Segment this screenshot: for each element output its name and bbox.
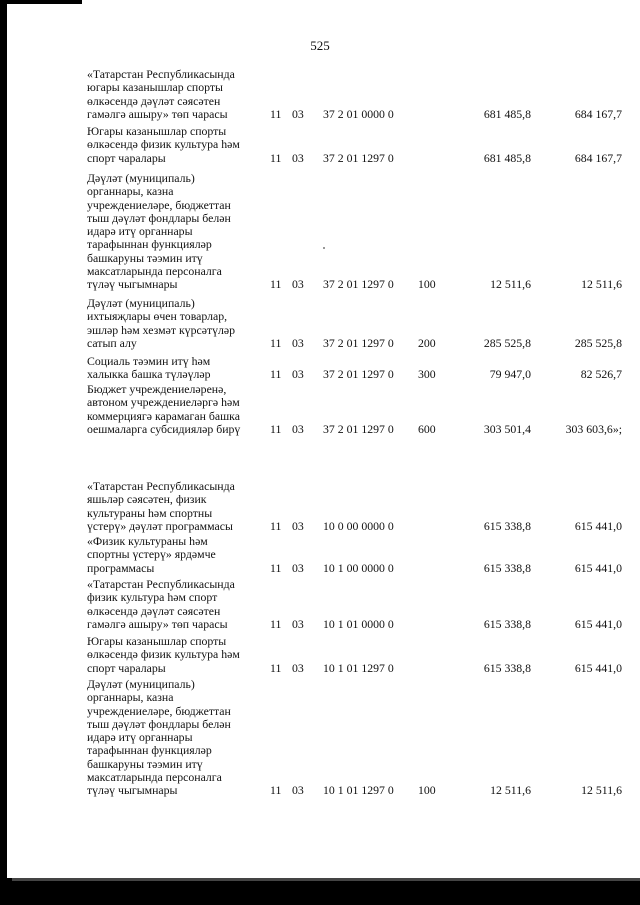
description-line: автоном учреждениеләргә һәм xyxy=(87,395,240,410)
target-code-cell: 10 1 00 0000 0 xyxy=(323,560,394,575)
scan-border-bottom-edge xyxy=(12,878,640,881)
amount-year1-cell: 615 338,8 xyxy=(483,518,531,533)
description-line: «Татарстан Республикасында xyxy=(87,479,235,493)
description-line: тыш дәүләт фондлары белән xyxy=(87,716,231,731)
description-line: түләү чыгымнары xyxy=(87,277,178,292)
subsection-cell: 03 xyxy=(292,106,304,121)
description-line: башкаруны тәэмин итү xyxy=(87,756,203,771)
description-line: халыкка башка түләүләр xyxy=(87,367,211,382)
description-line: спорт чаралары xyxy=(87,150,166,165)
amount-year1-cell: 615 338,8 xyxy=(483,616,531,631)
subsection-cell: 03 xyxy=(292,335,304,350)
description-line: программасы xyxy=(87,560,155,575)
amount-year1-cell: 681 485,8 xyxy=(483,106,531,121)
section-cell: 11 xyxy=(270,335,282,350)
target-code-cell: 37 2 01 1297 0 xyxy=(323,421,394,436)
description-line: тарафыннан функцияләр xyxy=(87,237,212,252)
description-line: «Татарстан Республикасында xyxy=(87,577,235,591)
amount-year1-cell: 303 501,4 xyxy=(483,421,531,436)
description-line: Бюджет учреждениеләренә, xyxy=(87,382,227,396)
subsection-cell: 03 xyxy=(292,560,304,575)
description-line: Социаль тәэмин итү һәм xyxy=(87,354,211,368)
table-row xyxy=(0,635,640,675)
row-description xyxy=(87,297,253,350)
description-line: гамәлгә ашыру» төп чарасы xyxy=(87,616,228,631)
amount-year2-cell: 12 511,6 xyxy=(581,783,622,798)
description-line: максатларында персоналга xyxy=(87,264,222,279)
row-description xyxy=(87,68,253,121)
subsection-cell: 03 xyxy=(292,518,304,533)
row-description xyxy=(87,678,253,798)
description-line: өлкәсендә физик культура һәм xyxy=(87,137,240,152)
description-line: Югары казанышлар спорты xyxy=(87,124,227,138)
description-line: идарә итү органнары xyxy=(87,730,193,745)
description-line: спорт чаралары xyxy=(87,660,166,675)
amount-year2-cell: 82 526,7 xyxy=(580,367,622,382)
amount-year2-cell: 684 167,7 xyxy=(574,106,622,121)
table-row xyxy=(0,578,640,631)
description-line: учреждениеләре, бюджеттан xyxy=(87,197,231,212)
row-description xyxy=(87,578,253,631)
description-line: тарафыннан функцияләр xyxy=(87,743,212,758)
amount-year1-cell: 79 947,0 xyxy=(489,367,531,382)
subsection-cell: 03 xyxy=(292,783,304,798)
table-row xyxy=(0,125,640,165)
amount-year1-cell: 615 338,8 xyxy=(483,660,531,675)
description-line: тыш дәүләт фондлары белән xyxy=(87,210,231,225)
section-cell: 11 xyxy=(270,277,282,292)
description-line: түләү чыгымнары xyxy=(87,783,178,798)
target-code-cell: 37 2 01 1297 0 xyxy=(323,335,394,350)
amount-year2-cell: 303 603,6»; xyxy=(565,421,622,436)
subsection-cell: 03 xyxy=(292,616,304,631)
amount-year1-cell: 285 525,8 xyxy=(483,335,531,350)
description-line: өлкәсендә физик культура һәм xyxy=(87,647,240,662)
target-code-cell: 10 1 01 1297 0 xyxy=(323,783,394,798)
table-row xyxy=(0,535,640,575)
scan-mark-top xyxy=(0,0,82,4)
description-line: эшләр һәм хезмәт күрсәтүләр xyxy=(87,322,236,337)
description-line: культураны һәм спортны xyxy=(87,505,213,520)
description-line: Югары казанышлар спорты xyxy=(87,634,227,648)
page-number: 525 xyxy=(310,38,330,53)
table-row xyxy=(0,297,640,350)
table-row xyxy=(0,68,640,121)
amount-year2-cell: 615 441,0 xyxy=(574,518,622,533)
target-code-cell: 37 2 01 1297 0 xyxy=(323,367,394,382)
scan-border-bottom xyxy=(0,878,640,905)
row-description xyxy=(87,125,253,165)
section-cell: 11 xyxy=(270,518,282,533)
amount-year1-cell: 12 511,6 xyxy=(490,783,531,798)
row-description xyxy=(87,383,253,436)
description-line: яшьләр сәясәтен, физик xyxy=(87,492,207,507)
target-code-cell: 37 2 01 1297 0 xyxy=(323,150,394,165)
table-row xyxy=(0,383,640,436)
table-row xyxy=(0,678,640,798)
description-line: коммерциягә карамаган башка xyxy=(87,408,240,423)
description-line: учреждениеләре, бюджеттан xyxy=(87,703,231,718)
expense-type-cell: 300 xyxy=(418,367,436,382)
description-line: идарә итү органнары xyxy=(87,224,193,239)
expense-type-cell: 100 xyxy=(418,277,436,292)
amount-year1-cell: 681 485,8 xyxy=(483,150,531,165)
amount-year2-cell: 615 441,0 xyxy=(574,660,622,675)
amount-year2-cell: 12 511,6 xyxy=(581,277,622,292)
subsection-cell: 03 xyxy=(292,660,304,675)
amount-year2-cell: 684 167,7 xyxy=(574,150,622,165)
section-cell: 11 xyxy=(270,560,282,575)
row-description xyxy=(87,535,253,575)
section-cell: 11 xyxy=(270,660,282,675)
description-line: спортны үстерү» ярдәмче xyxy=(87,547,216,562)
row-description xyxy=(87,172,253,292)
amount-year1-cell: 615 338,8 xyxy=(483,560,531,575)
description-line: өлкәсендә дәүләт сәясәтен xyxy=(87,603,221,618)
description-line: «Татарстан Республикасында xyxy=(87,67,235,81)
description-line: югары казанышлар спорты xyxy=(87,80,223,95)
table-row xyxy=(0,172,640,292)
target-code-cell: 37 2 01 0000 0 xyxy=(323,106,394,121)
expense-type-cell: 200 xyxy=(418,335,436,350)
description-line: оешмаларга субсидияләр бирү xyxy=(87,421,241,436)
description-line: ихтыяҗлары өчен товарлар, xyxy=(87,309,228,324)
description-line: башкаруны тәэмин итү xyxy=(87,250,203,265)
section-cell: 11 xyxy=(270,367,282,382)
section-cell: 11 xyxy=(270,421,282,436)
section-cell: 11 xyxy=(270,150,282,165)
amount-year1-cell: 12 511,6 xyxy=(490,277,531,292)
expense-type-cell: 100 xyxy=(418,783,436,798)
row-description xyxy=(87,480,253,533)
amount-year2-cell: 615 441,0 xyxy=(574,560,622,575)
description-line: Дәүләт (муниципаль) xyxy=(87,171,195,185)
description-line: органнары, казна xyxy=(87,184,174,199)
section-cell: 11 xyxy=(270,106,282,121)
subsection-cell: 03 xyxy=(292,367,304,382)
row-description xyxy=(87,635,253,675)
subsection-cell: 03 xyxy=(292,150,304,165)
target-code-cell: 37 2 01 1297 0 xyxy=(323,277,394,292)
expense-type-cell: 600 xyxy=(418,421,436,436)
section-cell: 11 xyxy=(270,616,282,631)
subsection-cell: 03 xyxy=(292,277,304,292)
subsection-cell: 03 xyxy=(292,421,304,436)
description-line: «Физик культураны һәм xyxy=(87,534,208,548)
table-row xyxy=(0,355,640,382)
target-code-cell: 10 0 00 0000 0 xyxy=(323,518,394,533)
description-line: өлкәсендә дәүләт сәясәтен xyxy=(87,93,221,108)
section-cell: 11 xyxy=(270,783,282,798)
table-row xyxy=(0,480,640,533)
description-line: үстерү» дәүләт программасы xyxy=(87,518,233,533)
description-line: органнары, казна xyxy=(87,690,174,705)
amount-year2-cell: 615 441,0 xyxy=(574,616,622,631)
description-line: максатларында персоналга xyxy=(87,770,222,785)
description-line: Дәүләт (муниципаль) xyxy=(87,677,195,691)
target-code-cell: 10 1 01 0000 0 xyxy=(323,616,394,631)
description-line: сатып алу xyxy=(87,335,137,350)
amount-year2-cell: 285 525,8 xyxy=(574,335,622,350)
description-line: Дәүләт (муниципаль) xyxy=(87,296,195,310)
description-line: физик культура һәм спорт xyxy=(87,590,218,605)
target-code-cell: 10 1 01 1297 0 xyxy=(323,660,394,675)
description-line: гамәлгә ашыру» төп чарасы xyxy=(87,106,228,121)
row-description xyxy=(87,355,253,382)
